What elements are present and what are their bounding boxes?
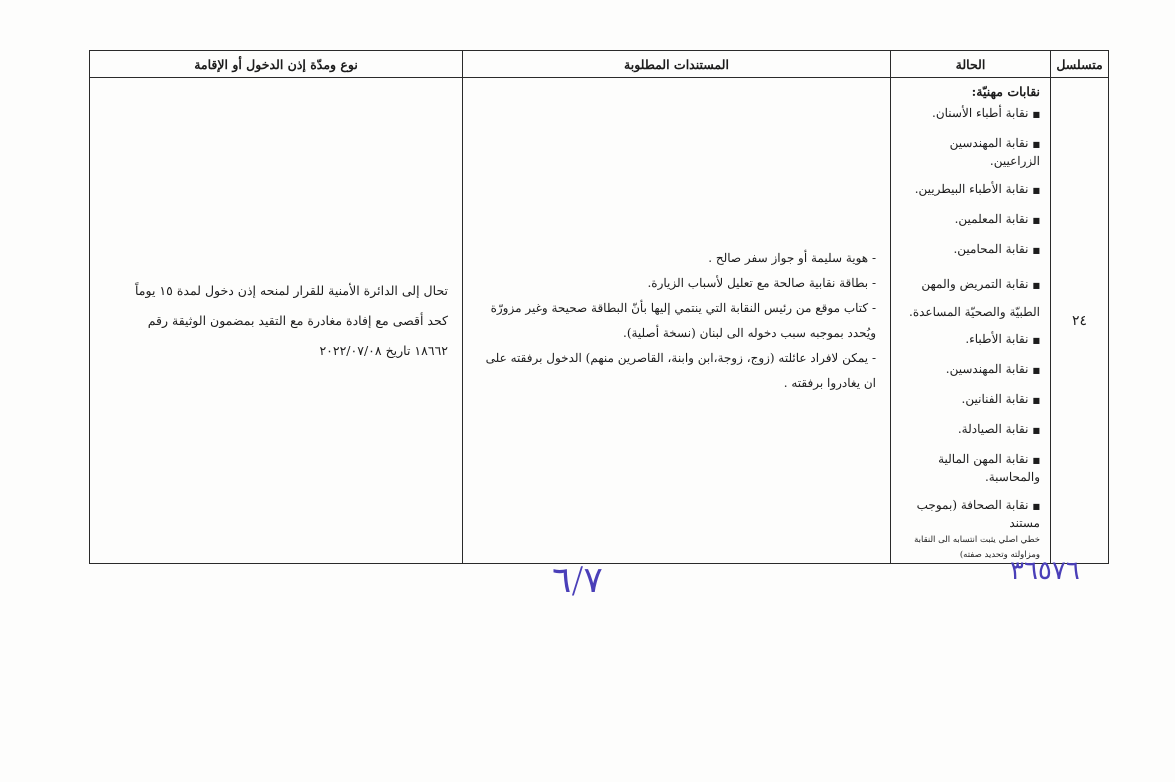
list-item: - يمكن لافراد عائلته (زوج، زوجة،ابن وابنة، القاصرين منهم) الدخول برفقته على ان يغادروا برفقته . — [485, 350, 876, 390]
square-bullet-icon: ■ — [1032, 140, 1040, 149]
list-item: ■نقابة الصيادلة. — [897, 421, 1040, 439]
status-note: خطي اصلي يثبت انتسابه الى النقابة ومزاولته وتحديد صفته) — [914, 535, 1040, 560]
header-documents: المستندات المطلوبة — [463, 51, 891, 78]
square-bullet-icon: ■ — [1032, 281, 1040, 290]
handwritten-page-number: ٦/٧ — [552, 560, 603, 601]
header-entry-type: نوع ومدّة إذن الدخول أو الإقامة — [90, 51, 463, 78]
documents-cell — [463, 78, 891, 564]
square-bullet-icon: ■ — [1032, 456, 1040, 465]
list-item: ■نقابة أطباء الأسنان. — [897, 105, 1040, 123]
serial-cell: ٢٤ — [1051, 78, 1109, 564]
square-bullet-icon: ■ — [1032, 396, 1040, 405]
entry-type-cell: تحال إلى الدائرة الأمنية للقرار لمنحه إذن دخول لمدة ١٥ يوماً كحد أقصى مع إفادة مغادرة مع التقيد بمضمون الوثيقة رقم ١٨٦٦٢ تاريخ ٢٠٢٢/٠٧/٠٨ — [90, 78, 463, 564]
list-item: - كتاب موقع من رئيس النقابة التي ينتمي إليها بأنّ البطاقة صحيحة وغير مزورّة ويُحدد بموجبه سبب دخوله الى لبنان (نسخة أصلية). — [490, 300, 876, 340]
list-item: ■نقابة المهن المالية والمحاسبة. — [938, 452, 1040, 484]
table-row — [90, 78, 1109, 564]
status-title: نقابات مهنيّة: — [971, 84, 1040, 99]
list-item: - بطاقة نقابية صالحة مع تعليل لأسباب الزيارة. — [647, 275, 876, 290]
list-item: ■نقابة الأطباء. — [897, 331, 1040, 349]
header-serial: متسلسل — [1051, 51, 1109, 78]
square-bullet-icon: ■ — [1032, 246, 1040, 255]
list-item: ■نقابة المعلمين. — [897, 211, 1040, 229]
status-list — [897, 105, 1040, 563]
regulations-table — [89, 50, 1109, 564]
square-bullet-icon: ■ — [1032, 110, 1040, 119]
list-item: ■نقابة المحامين. — [897, 241, 1040, 259]
list-item: ■نقابة الفنانين. — [897, 391, 1040, 409]
list-item: - هوية سليمة أو جواز سفر صالح . — [708, 250, 876, 265]
square-bullet-icon: ■ — [1032, 186, 1040, 195]
square-bullet-icon: ■ — [1032, 426, 1040, 435]
status-cell — [891, 78, 1051, 564]
list-item: ■نقابة المهندسين. — [897, 361, 1040, 379]
square-bullet-icon: ■ — [1032, 502, 1040, 511]
header-status: الحالة — [891, 51, 1051, 78]
list-item: ■نقابة الأطباء البيطريين. — [897, 181, 1040, 199]
list-item: ■نقابة المهندسين الزراعيين. — [949, 136, 1040, 168]
square-bullet-icon: ■ — [1032, 336, 1040, 345]
square-bullet-icon: ■ — [1032, 216, 1040, 225]
list-item: ■نقابة التمريض والمهن الطبيّة والصحيّة المساعدة. — [897, 271, 1040, 325]
square-bullet-icon: ■ — [1032, 366, 1040, 375]
table-header-row — [90, 51, 1109, 78]
handwritten-document-reference: ٣٦٥٧٦ — [1010, 556, 1080, 586]
documents-list — [477, 246, 876, 396]
list-item: ■نقابة الصحافة (بموجب مستند خطي اصلي يثبت انتسابه الى النقابة ومزاولته وتحديد صفته) — [897, 497, 1040, 563]
